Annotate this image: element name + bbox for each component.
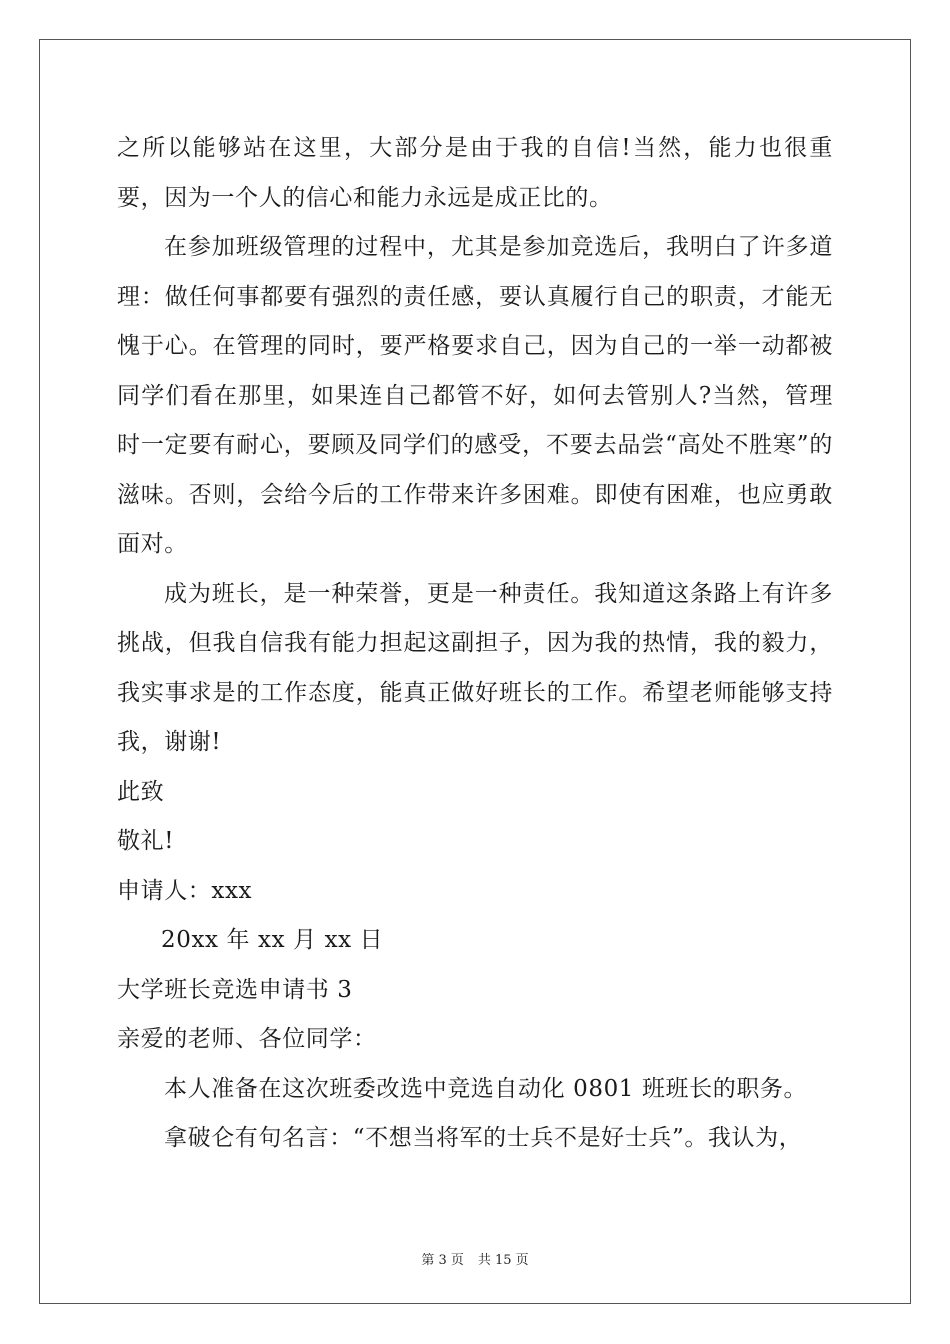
paragraph-5: 拿破仑有句名言：“不想当将军的士兵不是好士兵”。我认为， [164,1125,803,1151]
salute-line: 敬礼! [117,828,175,854]
page-footer [0,1249,950,1268]
page-number: 第 3 页 [421,1253,464,1268]
page-total: 共 15 页 [477,1253,529,1268]
paragraph-4: 本人准备在这次班委改选中竞选自动化 0801 班班长的职务。 [164,1075,808,1102]
greeting-line: 亲爱的老师、各位同学： [117,1026,377,1052]
paragraph-1: 之所以能够站在这里，大部分是由于我的自信!当然，能力也很重要，因为一个人的信心和能力永远是成正比的。 [117,135,833,211]
section-title: 大学班长竞选申请书 3 [117,976,353,1003]
closing-line: 此致 [117,778,165,805]
paragraph-2: 在参加班级管理的过程中，尤其是参加竞选后，我明白了许多道理：做任何事都要有强烈的责任感，要认真履行自己的职责，才能无愧于心。在管理的同时，要严格要求自己，因为自己的一举一动都被同学们看在那里，如果连自己都管不好，如何去管别人?当然，管理时一定要有耐心，要顾及同学们的感受，不要去品尝“高处不胜寒”的滋味。否则，会给今后的工作带来许多困难。即使有困难，也应勇敢面对。 [117,234,833,557]
applicant-line: 申请人：xxx [117,877,253,904]
paragraph-3: 成为班长，是一种荣誉，更是一种责任。我知道这条路上有许多挑战，但我自信我有能力担起这副担子，因为我的热情，我的毅力，我实事求是的工作态度，能真正做好班长的工作。希望老师能够支持我，谢谢! [117,580,833,755]
date-line: 20xx 年 xx 月 xx 日 [161,927,384,953]
document-body [117,124,833,1164]
